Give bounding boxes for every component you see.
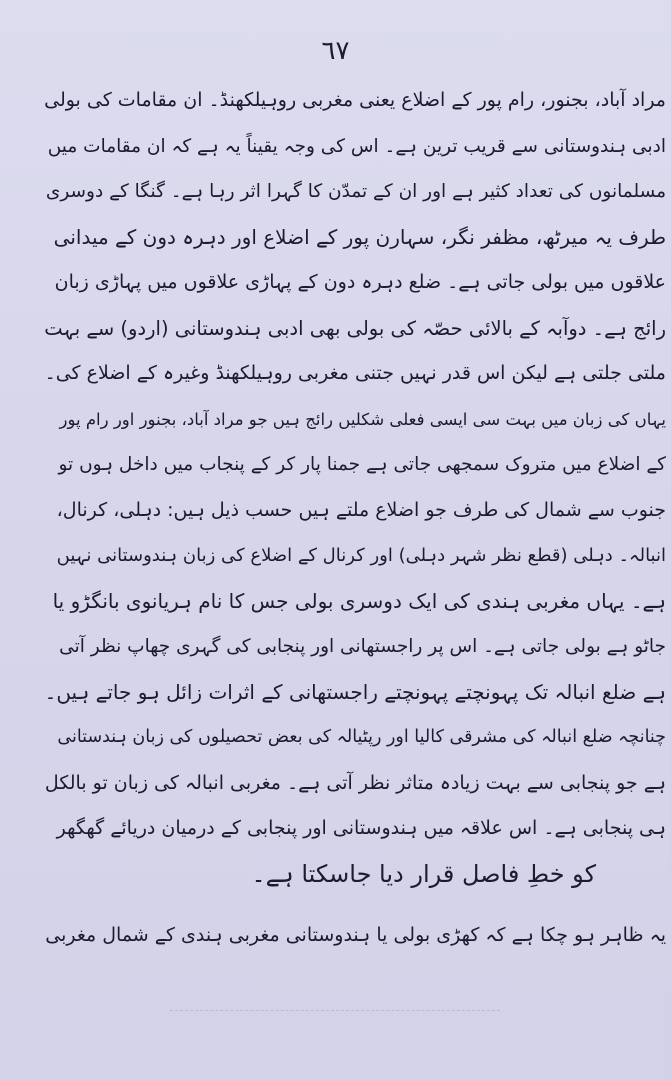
text-line: ملتی جلتی ہے لیکن اس قدر نہیں جتنی مغربی روہیلکھنڈ وغیرہ کے اضلاع کی۔ [44, 362, 666, 384]
paragraph-main [44, 78, 666, 897]
text-line: ہی پنجابی ہے۔ اس علاقہ میں ہندوستانی اور پنجابی کے درمیان دریائے گھگھر [56, 817, 666, 839]
text-line: چنانچہ ضلع انبالہ کی مشرقی کالیا اور رپٹیالہ کی بعض تحصیلوں کی زبان ہندستانی [57, 727, 666, 747]
text-line: یہاں کی زبان میں بہت سی ایسی فعلی شکلیں رائج ہیں جو مراد آباد، بجنور اور رام پور [59, 409, 666, 429]
text-line: مسلمانوں کی تعداد کثیر ہے اور ان کے تمدّن کا گہرا اثر رہا ہے۔ گنگا کے دوسری [45, 181, 666, 202]
text-line: یہ ظاہر ہو چکا ہے کہ کھڑی بولی یا ہندوستانی مغربی ہندی کے شمال مغربی [45, 924, 666, 946]
text-line: ہے ضلع انبالہ تک پہونچتے پہونچتے راجستھانی کے اثرات زائل ہو جاتے ہیں۔ [44, 679, 666, 704]
text-line: علاقوں میں بولی جاتی ہے۔ ضلع دہرہ دون کے پہاڑی علاقوں میں پہاڑی زبان [54, 271, 666, 293]
text-line: کو خطِ فاصل قرار دیا جاسکتا ہے۔ [251, 859, 596, 888]
paragraph-gap [44, 897, 666, 913]
faint-bleed-through [170, 1000, 500, 1011]
page-number: ٦٧ [321, 36, 350, 66]
text-line: مراد آباد، بجنور، رام پور کے اضلاع یعنی مغربی روہیلکھنڈ۔ ان مقامات کی بولی [44, 89, 666, 111]
text-line: ادبی ہندوستانی سے قریب ترین ہے۔ اس کی وجہ یقیناً یہ ہے کہ ان مقامات میں [47, 135, 666, 157]
text-line: جنوب سے شمال کی طرف جو اضلاع ملتے ہیں حسب ذیل ہیں: دہلی، کرنال، [56, 498, 666, 521]
text-line: ہے جو پنجابی سے بہت زیادہ متاثر نظر آتی ہے۔ مغربی انبالہ کی زبان تو بالکل [44, 771, 666, 794]
text-line: کے اضلاع میں متروک سمجھی جاتی ہے جمنا پار کر کے پنجاب میں داخل ہوں تو [58, 454, 666, 475]
text-line: ہے۔ یہاں مغربی ہندی کی ایک دوسری بولی جس کا نام ہریانوی بانگڑو یا [52, 588, 666, 613]
text-line: انبالہ۔ دہلی (قطع نظر شہر دہلی) اور کرنال کے اضلاع کی زبان ہندوستانی نہیں [56, 545, 666, 566]
text-line: طرف یہ میرٹھ، مظفر نگر، سہارن پور کے اضلاع اور دہرہ دون کے میدانی [53, 224, 666, 249]
text-line: جاٹو ہے بولی جاتی ہے۔ اس پر راجستھانی اور پنجابی کی گہری چھاپ نظر آتی [59, 636, 666, 657]
paragraph-next [44, 913, 666, 959]
page-body [44, 78, 666, 959]
text-line: رائج ہے۔ دوآبہ کے بالائی حصّہ کی بولی بھی ادبی ہندوستانی (اردو) سے بہت [44, 316, 666, 340]
